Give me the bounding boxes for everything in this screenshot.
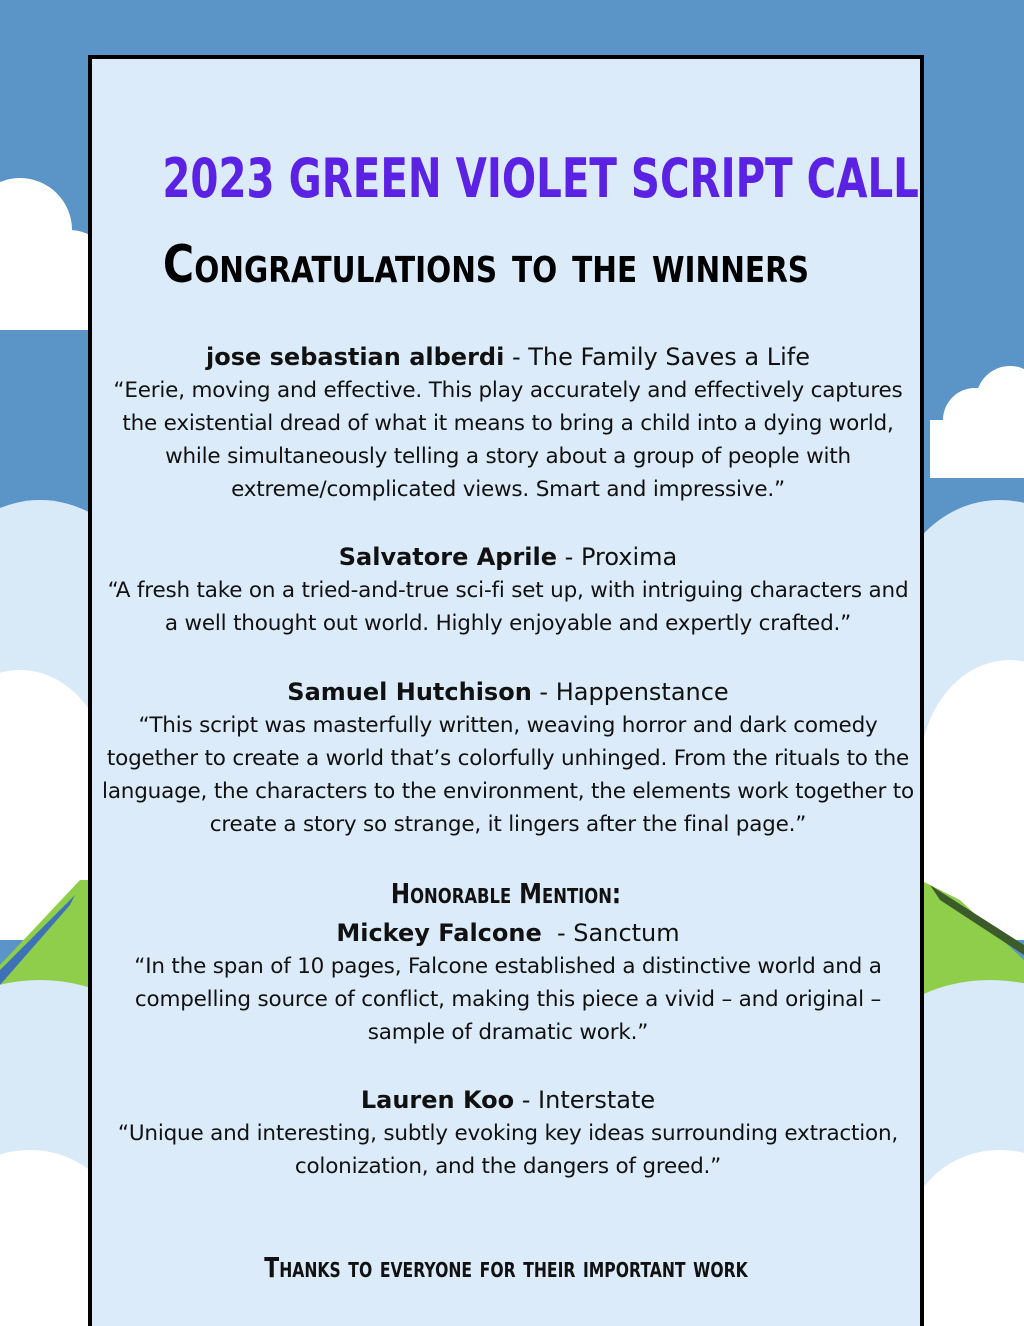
winner-script-title: - The Family Saves a Life xyxy=(504,343,810,371)
honorable-quote: “In the span of 10 pages, Falcone established a distinctive world and a compelling source of conflict, making this piece a vivid – and original – sample of dramatic work.” xyxy=(134,954,882,1045)
winner-heading xyxy=(98,341,918,374)
winner-heading xyxy=(98,541,918,574)
honorable-name: Mickey Falcone xyxy=(336,919,542,947)
winner-script-title: - Proxima xyxy=(557,543,678,571)
winner-entry-2 xyxy=(98,541,918,640)
winners-panel xyxy=(88,55,924,1326)
winner-name: Salvatore Aprile xyxy=(338,543,558,571)
honorable-heading xyxy=(98,1084,918,1117)
honorable-heading xyxy=(98,917,918,950)
winner-script-title: - Happenstance xyxy=(531,678,729,706)
winner-entry-3 xyxy=(98,676,918,841)
thanks-line: Thanks to everyone for their important work xyxy=(264,1251,748,1284)
honorable-entry-1 xyxy=(98,917,918,1049)
poster-title: 2023 GREEN VIOLET SCRIPT CALL xyxy=(162,147,919,210)
honorable-quote: “Unique and interesting, subtly evoking key ideas surrounding extraction, colonization, and the dangers of greed.” xyxy=(117,1121,899,1179)
winner-quote: “This script was masterfully written, weaving horror and dark comedy together to create a world that’s colorfully unhinged. From the rituals to the language, the characters to the environment, the elements work together to create a story so strange, it lingers after the final page.” xyxy=(102,713,914,837)
winner-name: jose sebastian alberdi xyxy=(206,343,505,371)
honorable-name: Lauren Koo xyxy=(360,1086,515,1114)
honorable-script-title: - Sanctum xyxy=(541,919,680,947)
honorable-script-title: - Interstate xyxy=(514,1086,656,1114)
poster-subtitle: Congratulations to the winners xyxy=(162,235,810,295)
winner-quote: “Eerie, moving and effective. This play accurately and effectively captures the existential dread of what it means to bring a child into a dying world, while simultaneously telling a story about a group of people with extreme/complicated views. Smart and impressive.” xyxy=(113,378,903,502)
honorable-entry-2 xyxy=(98,1084,918,1183)
winner-heading xyxy=(98,676,918,709)
winner-quote: “A fresh take on a tried-and-true sci-fi set up, with intriguing characters and a well thought out world. Highly enjoyable and expertly crafted.” xyxy=(107,578,909,636)
winner-entry-1 xyxy=(98,341,918,506)
winner-name: Samuel Hutchison xyxy=(287,678,532,706)
honorable-mention-label: Honorable Mention: xyxy=(390,877,622,910)
